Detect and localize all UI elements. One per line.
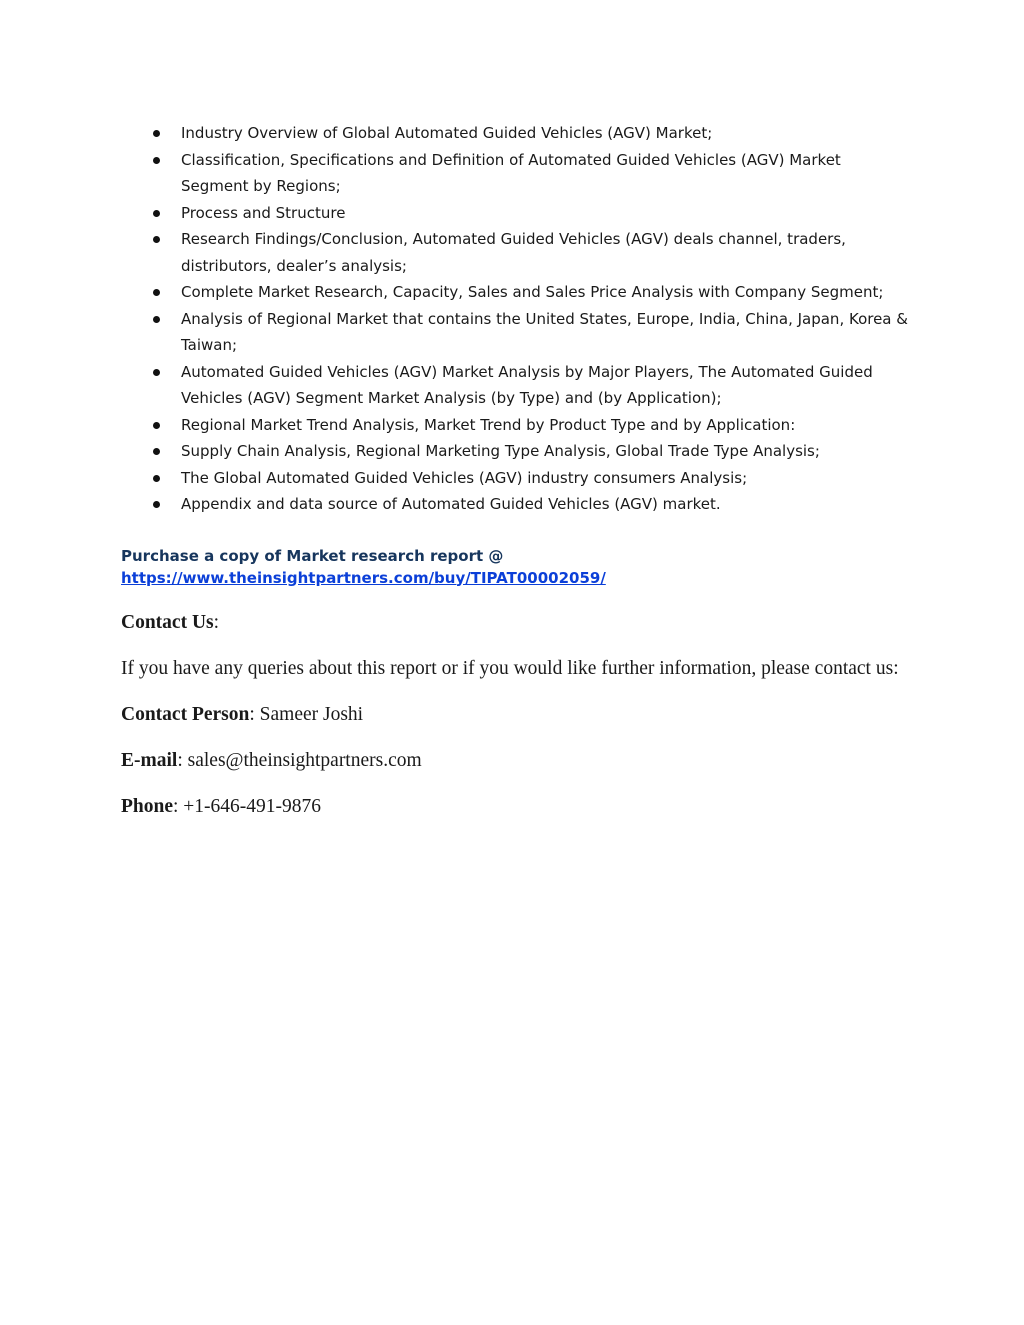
bullet-icon [153, 316, 160, 323]
contact-heading [121, 611, 911, 634]
bullet-icon [153, 236, 160, 243]
list-item [121, 465, 911, 492]
list-item-text: Supply Chain Analysis, Regional Marketing Type Analysis, Global Trade Type Analysis; [181, 442, 820, 460]
list-item [121, 226, 911, 279]
contact-section [121, 611, 911, 818]
bullet-icon [153, 475, 160, 482]
list-item-text: The Global Automated Guided Vehicles (AGV) industry consumers Analysis; [181, 468, 748, 487]
email-line [121, 749, 911, 772]
list-item [121, 120, 911, 147]
list-item-text: Regional Market Trend Analysis, Market Trend by Product Type and by Application: [181, 415, 796, 434]
phone-label: Phone [121, 795, 174, 817]
report-contents-list [121, 120, 911, 518]
list-item [121, 306, 911, 359]
email-label: E-mail [121, 749, 178, 771]
list-item-text: Analysis of Regional Market that contains the United States, Europe, India, China, Japan, Korea & Taiwan; [181, 309, 908, 354]
bullet-icon [153, 130, 160, 137]
email-value: : sales@theinsightpartners.com [177, 749, 422, 771]
contact-heading-label: Contact Us [121, 611, 214, 633]
contact-person-value: : Sameer Joshi [249, 703, 364, 725]
contact-person-line [121, 703, 911, 726]
list-item [121, 359, 911, 412]
list-item-text: Classification, Specifications and Definition of Automated Guided Vehicles (AGV) Market Segment by Regions; [181, 150, 841, 195]
list-item-text: Research Findings/Conclusion, Automated Guided Vehicles (AGV) deals channel, traders, distributors, dealer’s analysis; [181, 230, 846, 275]
purchase-link[interactable]: https://www.theinsightpartners.com/buy/TIPAT00002059/ [121, 568, 606, 587]
bullet-icon [153, 157, 160, 164]
list-item-text: Complete Market Research, Capacity, Sales and Sales Price Analysis with Company Segment; [181, 283, 884, 301]
bullet-icon [153, 210, 160, 217]
list-item-text: Industry Overview of Global Automated Guided Vehicles (AGV) Market; [181, 124, 713, 142]
contact-intro: If you have any queries about this report or if you would like further information, please contact us: [121, 657, 899, 679]
bullet-icon [153, 448, 160, 455]
page-content [121, 120, 911, 818]
list-item [121, 491, 911, 518]
purchase-label: Purchase a copy of Market research report @ [121, 546, 504, 565]
list-item [121, 147, 911, 200]
purchase-section [121, 545, 911, 589]
bullet-icon [153, 369, 160, 376]
phone-line [121, 795, 911, 818]
contact-heading-suffix: : [213, 611, 220, 633]
bullet-icon [153, 501, 160, 508]
list-item-text: Process and Structure [181, 203, 346, 222]
list-item-text: Appendix and data source of Automated Guided Vehicles (AGV) market. [181, 495, 721, 513]
list-item [121, 438, 911, 465]
bullet-icon [153, 422, 160, 429]
list-item [121, 279, 911, 306]
list-item-text: Automated Guided Vehicles (AGV) Market Analysis by Major Players, The Automated Guided Vehicles (AGV) Segment Market Analysis (by Type) and (by Application); [181, 362, 873, 407]
list-item [121, 200, 911, 227]
phone-value: : +1-646-491-9876 [173, 795, 322, 817]
contact-person-label: Contact Person [121, 703, 250, 725]
bullet-icon [153, 289, 160, 296]
list-item [121, 412, 911, 439]
